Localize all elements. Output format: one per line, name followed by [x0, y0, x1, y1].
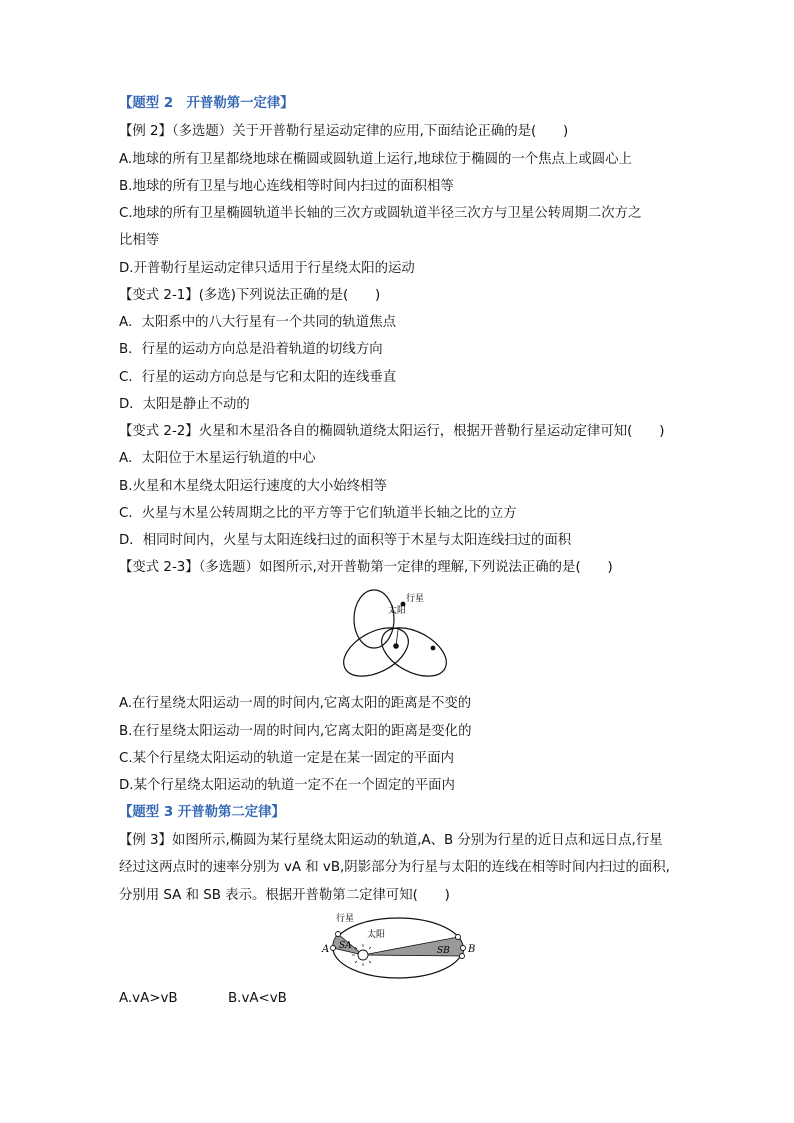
- variant-2-1-option-a: A．太阳系中的八大行星有一个共同的轨道焦点: [119, 315, 396, 330]
- variant-2-3-option-c: C.某个行星绕太阳运动的轨道一定是在某一固定的平面内: [119, 751, 454, 766]
- planet-label: 行星: [336, 914, 355, 924]
- label-sb: SB: [437, 946, 450, 956]
- vertical-orbit: [354, 590, 394, 648]
- label-b: B: [468, 944, 476, 955]
- variant-2-2-option-c: C．火星与木星公转周期之比的平方等于它们轨道半长轴之比的立方: [119, 506, 517, 521]
- planet-dot: [336, 932, 341, 937]
- example-3-line2: 经过这两点时的速率分别为 vA 和 vB,阴影部分为行星与太阳的连线在相等时间内扫过的面积,: [119, 860, 670, 875]
- label-a: A: [322, 944, 330, 955]
- orbit-figure: [336, 585, 466, 690]
- section-heading-3: 【题型 3 开普勒第二定律】: [119, 805, 285, 820]
- example-3-option-a: A.vA>vB: [119, 991, 178, 1006]
- planet-dot-b2: [460, 954, 465, 959]
- variant-2-1-stem: 【变式 2-1】(多选)下列说法正确的是( ): [119, 288, 381, 303]
- variant-2-1-option-d: D．太阳是静止不动的: [119, 397, 250, 412]
- example-3-line1: 【例 3】如图所示,椭圆为某行星绕太阳运动的轨道,A、B 分别为行星的近日点和远日点,行星: [119, 833, 663, 848]
- sun-icon: [358, 950, 368, 960]
- example-2-option-b: B.地球的所有卫星与地心连线相等时间内扫过的面积相等: [119, 179, 454, 194]
- label-sa: SA: [339, 941, 352, 951]
- variant-2-3-option-d: D.某个行星绕太阳运动的轨道一定不在一个固定的平面内: [119, 778, 455, 793]
- example-2-option-c-line2: 比相等: [119, 233, 160, 248]
- example-2-option-c-line1: C.地球的所有卫星椭圆轨道半长轴的三次方或圆轨道半径三次方与卫星公转周期二次方之: [119, 206, 642, 221]
- planet-label: 行星: [406, 594, 425, 604]
- variant-2-1-option-b: B．行星的运动方向总是沿着轨道的切线方向: [119, 342, 383, 357]
- sun-label: 太阳: [367, 930, 386, 940]
- swept-area-figure: [320, 910, 480, 985]
- point-b-dot: [461, 946, 466, 951]
- variant-2-1-option-c: C．行星的运动方向总是与它和太阳的连线垂直: [119, 370, 397, 385]
- variant-2-3-option-a: A.在行星绕太阳运动一周的时间内,它离太阳的距离是不变的: [119, 696, 472, 711]
- variant-2-2-stem: 【变式 2-2】火星和木星沿各自的椭圆轨道绕太阳运行，根据开普勒行星运动定律可知( ): [119, 424, 665, 439]
- section-heading-2: 【题型 2 开普勒第一定律】: [119, 96, 294, 111]
- example-3-line3: 分别用 SA 和 SB 表示。根据开普勒第二定律可知( ): [119, 888, 450, 903]
- point-a-dot: [331, 946, 336, 951]
- planet-dot-2: [431, 646, 436, 651]
- example-3-option-b: B.vA<vB: [228, 991, 287, 1006]
- variant-2-3-stem: 【变式 2-3】（多选题）如图所示,对开普勒第一定律的理解,下列说法正确的是( ): [119, 560, 613, 575]
- example-2-option-a: A.地球的所有卫星都绕地球在椭圆或圆轨道上运行,地球位于椭圆的一个焦点上或圆心上: [119, 152, 632, 167]
- variant-2-2-option-d: D．相同时间内，火星与太阳连线扫过的面积等于木星与太阳连线扫过的面积: [119, 533, 572, 548]
- variant-2-2-option-b: B.火星和木星绕太阳运行速度的大小始终相等: [119, 479, 387, 494]
- variant-2-3-option-b: B.在行星绕太阳运动一周的时间内,它离太阳的距离是变化的: [119, 724, 472, 739]
- planet-dot-b: [456, 935, 461, 940]
- example-2-option-d: D.开普勒行星运动定律只适用于行星绕太阳的运动: [119, 261, 415, 276]
- variant-2-2-option-a: A．太阳位于木星运行轨道的中心: [119, 451, 316, 466]
- example-2-stem: 【例 2】（多选题）关于开普勒行星运动定律的应用,下面结论正确的是( ): [119, 124, 569, 139]
- sun-label: 太阳: [388, 606, 407, 616]
